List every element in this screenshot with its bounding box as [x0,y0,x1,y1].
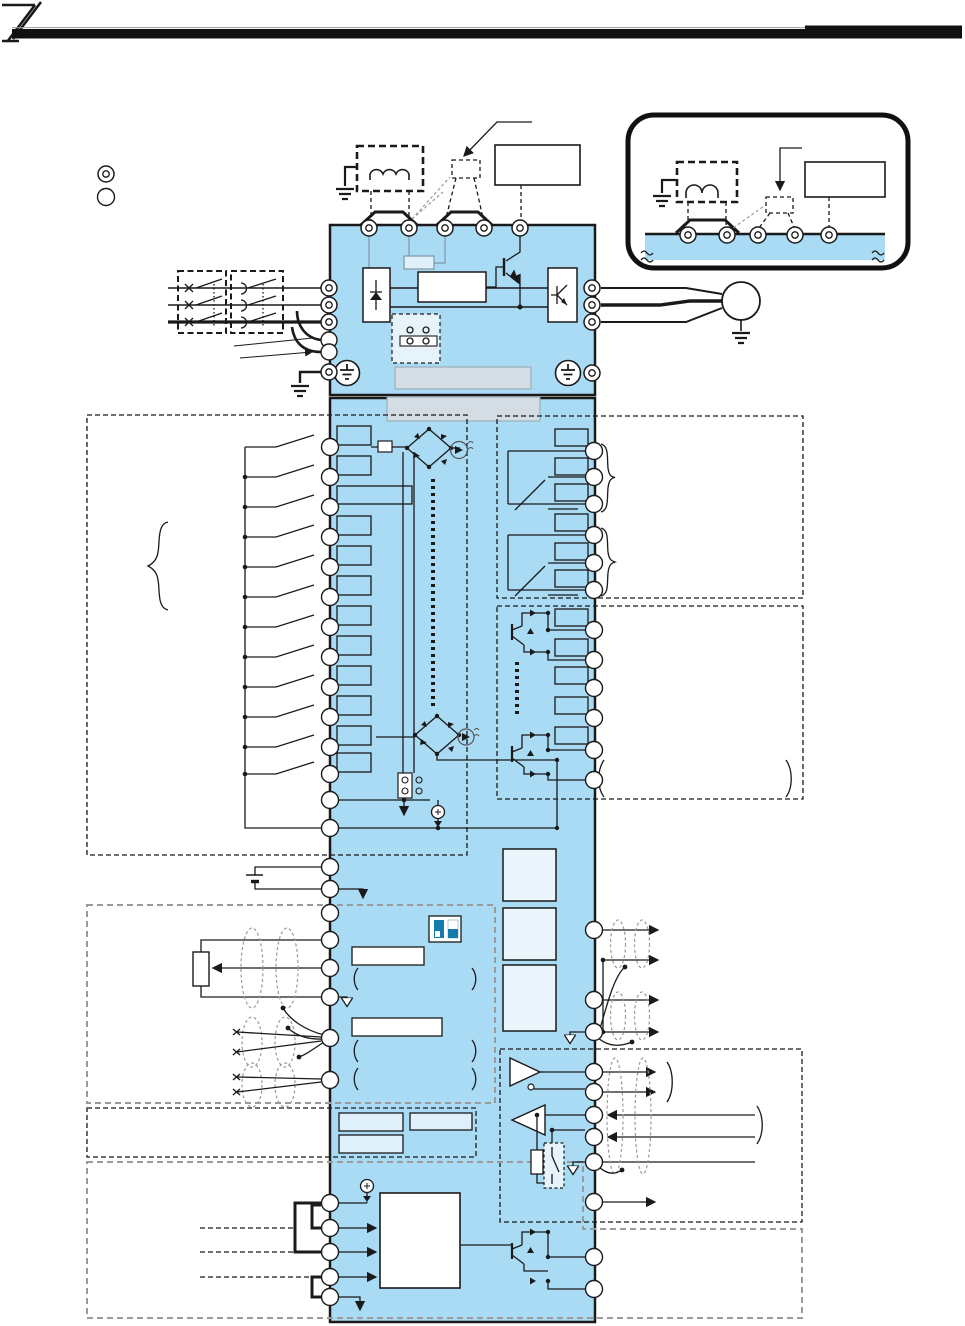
power-jumper-block [392,314,440,363]
connector-box [339,1113,403,1131]
connector-box [410,1113,472,1130]
potentiometer [193,940,321,997]
paren-close [786,760,791,797]
terminal-legend [98,166,115,206]
analog-label-box [352,947,424,965]
page-header [2,2,962,42]
shielded-cable-icon [275,1017,295,1067]
safety-jumpers [295,1203,321,1297]
motor-output [584,280,760,381]
dc-bus-box [418,272,486,302]
coil-icon [370,170,409,180]
inset-unit-box [805,162,885,197]
internal-resistor [404,256,434,269]
filter-terminal [321,344,337,360]
braking-unit-box [495,145,580,185]
coil-icon [686,185,718,198]
shielded-cable-icon [635,992,650,1040]
terminator-switch [544,1143,564,1188]
rectifier [363,268,390,322]
terminating-resistor [531,1150,543,1174]
option-box [503,908,556,960]
power-label-bar [395,367,531,389]
shielded-cable-icon [611,920,626,968]
magnetic-contactor [231,271,283,333]
power-input-side [168,271,337,396]
callout-arrow [780,148,802,190]
group-bracket [757,1106,762,1144]
connector-box [339,1135,403,1153]
shielded-cable-icon [635,920,650,968]
single-circle-terminal-icon [98,189,115,206]
inset-dc-reactor [653,162,737,225]
input-switches [245,435,314,774]
inset-braking-resistor [729,148,802,231]
alternate-wiring-inset [628,115,908,268]
option-box [503,849,556,901]
analog-signal-lines [233,1029,321,1095]
safety-logic-box [380,1193,460,1288]
shielded-cable-icon [611,992,626,1040]
circuit-breaker [178,271,226,333]
shielded-cable-icon [242,1017,262,1067]
callout-arrow [240,352,312,358]
motor-icon [722,282,760,320]
analog-label-box [352,1018,442,1036]
group-brace [148,522,168,610]
filter-wire [297,311,321,340]
option-box [503,965,556,1031]
dip-switch [429,916,461,942]
header-rule-right [805,26,962,39]
shielded-cable-icon [607,1058,623,1174]
control-label-bar [387,397,540,421]
inverter-igbt [548,268,577,322]
power-terminal-block [330,225,595,395]
shielded-cable-icon [242,1063,262,1107]
group-bracket [667,1062,672,1102]
power-top-external [336,122,580,236]
shield-drain-wires [283,1008,324,1057]
dc-reactor-option [336,146,423,221]
shielded-cable-icon [635,1058,651,1174]
